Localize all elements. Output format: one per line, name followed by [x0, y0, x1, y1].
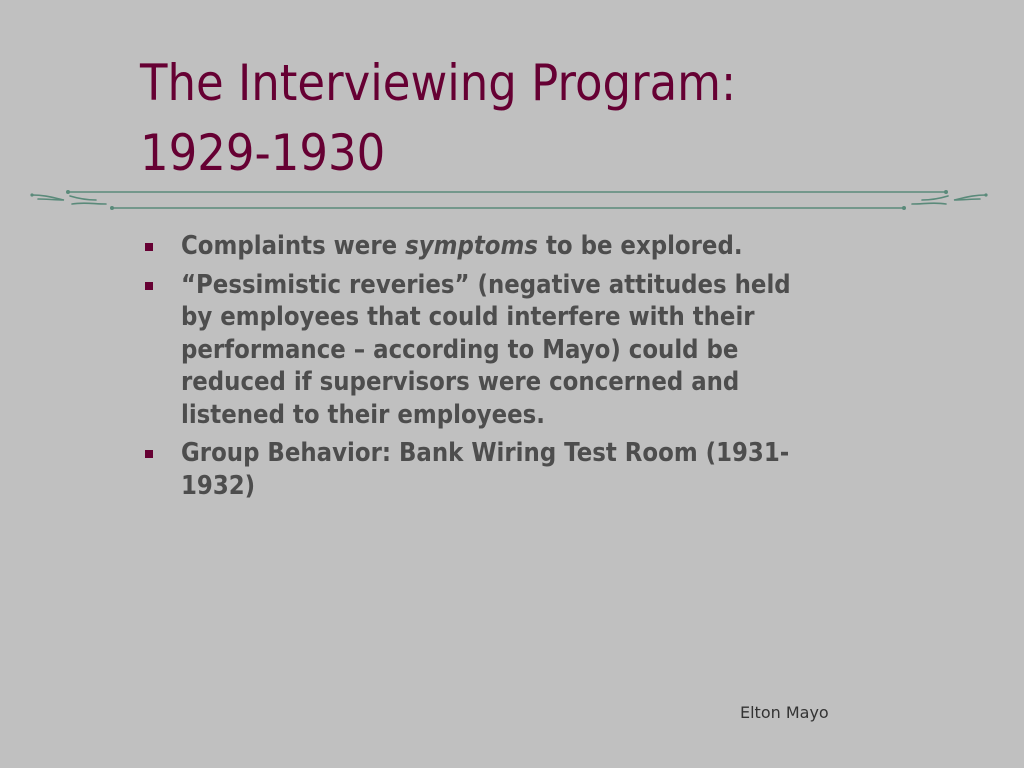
bullet-text-part: Complaints were	[181, 231, 406, 261]
emphasized-word: symptoms	[405, 231, 538, 261]
bullet-list	[142, 230, 822, 508]
slide-title-line-2: 1929-1930	[140, 124, 386, 182]
bullet-text	[181, 230, 801, 263]
bullet-text: Group Behavior: Bank Wiring Test Room (1931-1932)	[181, 438, 790, 501]
slide-title	[140, 48, 878, 188]
list-item	[142, 437, 822, 502]
list-item	[142, 269, 822, 432]
square-bullet-icon	[145, 282, 153, 290]
bullet-text-part: to be explored.	[537, 231, 743, 261]
square-bullet-icon	[145, 243, 153, 251]
list-item	[142, 230, 822, 263]
square-bullet-icon	[145, 450, 153, 458]
bullet-text: “Pessimistic reveries” (negative attitudes held by employees that could interfere with their performance – according to Mayo) could be reduced if supervisors were concerned and listened to their employees.	[181, 269, 791, 430]
footer-text: Elton Mayo	[740, 703, 829, 722]
title-divider	[28, 186, 990, 214]
slide-title-line-1: The Interviewing Program:	[140, 54, 737, 112]
